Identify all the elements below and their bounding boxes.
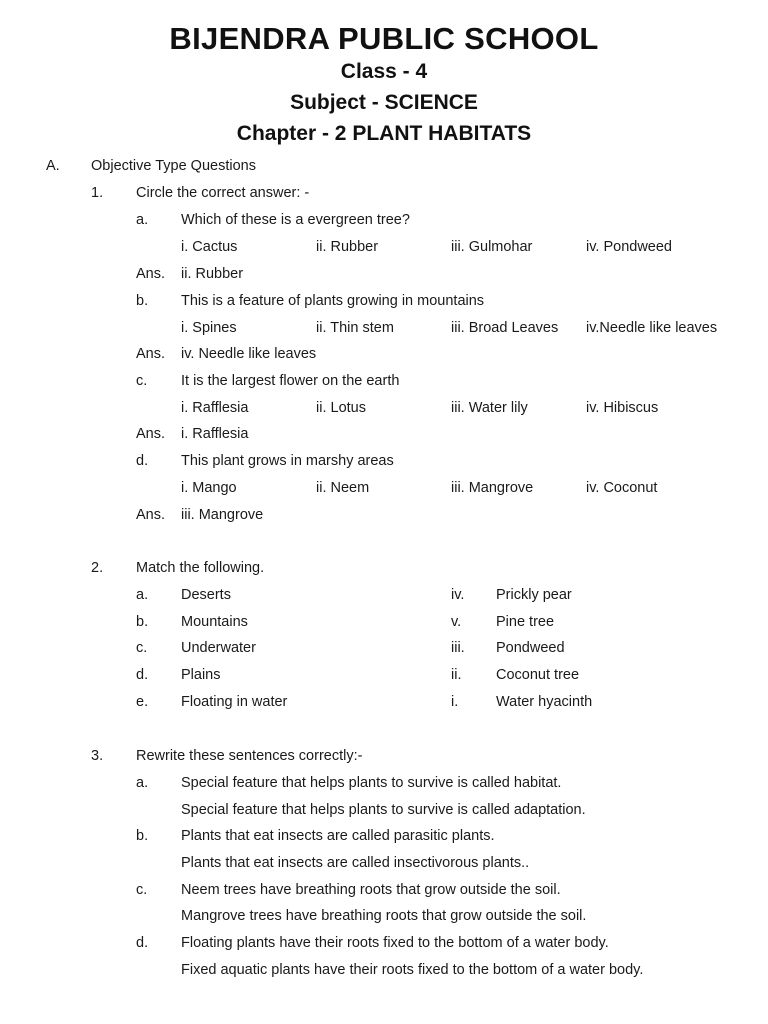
item-letter: a. bbox=[136, 775, 149, 791]
corrected-sentence: Mangrove trees have breathing roots that grow outside the soil. bbox=[181, 908, 587, 924]
match-left: Floating in water bbox=[181, 694, 288, 710]
mcq-option: ii. Rubber bbox=[316, 239, 379, 255]
answer-text: i. Rafflesia bbox=[181, 426, 249, 442]
subject-label: Subject - SCIENCE bbox=[290, 91, 478, 114]
answer-label: Ans. bbox=[136, 426, 166, 442]
answer-label: Ans. bbox=[136, 346, 166, 362]
mcq-option: i. Mango bbox=[181, 480, 237, 496]
wrong-sentence: Neem trees have breathing roots that grow outside the soil. bbox=[181, 882, 561, 898]
item-letter: c. bbox=[136, 882, 148, 898]
wrong-sentence: Special feature that helps plants to survive is called habitat. bbox=[181, 775, 562, 791]
corrected-sentence: Special feature that helps plants to survive is called adaptation. bbox=[181, 802, 586, 818]
question-title: Circle the correct answer: - bbox=[136, 185, 310, 201]
section-title: Objective Type Questions bbox=[91, 158, 256, 174]
mcq-option: i. Rafflesia bbox=[181, 400, 249, 416]
match-left: Plains bbox=[181, 667, 221, 683]
section-marker: A. bbox=[46, 158, 60, 174]
mcq-question: This is a feature of plants growing in mountains bbox=[181, 293, 485, 309]
school-name: BIJENDRA PUBLIC SCHOOL bbox=[169, 21, 599, 56]
item-letter: b. bbox=[136, 293, 149, 309]
mcq-option: iii. Broad Leaves bbox=[451, 320, 559, 336]
item-letter: b. bbox=[136, 614, 149, 630]
wrong-sentence: Floating plants have their roots fixed to the bottom of a water body. bbox=[181, 935, 609, 951]
question-number: 3. bbox=[91, 748, 104, 764]
mcq-option: iv. Coconut bbox=[586, 480, 658, 496]
wrong-sentence: Plants that eat insects are called parasitic plants. bbox=[181, 828, 495, 844]
match-numeral: i. bbox=[451, 694, 459, 710]
mcq-option: iv.Needle like leaves bbox=[586, 320, 718, 336]
chapter-title: Chapter - 2 PLANT HABITATS bbox=[236, 122, 532, 145]
item-letter: c. bbox=[136, 373, 148, 389]
class-label: Class - 4 bbox=[340, 60, 428, 83]
mcq-option: iv. Pondweed bbox=[586, 239, 672, 255]
match-right: Water hyacinth bbox=[496, 694, 593, 710]
item-letter: b. bbox=[136, 828, 149, 844]
item-letter: d. bbox=[136, 453, 149, 469]
question-title: Rewrite these sentences correctly:- bbox=[136, 748, 363, 764]
mcq-question: This plant grows in marshy areas bbox=[181, 453, 394, 469]
mcq-option: i. Cactus bbox=[181, 239, 238, 255]
mcq-option: iii. Water lily bbox=[451, 400, 528, 416]
answer-text: iv. Needle like leaves bbox=[181, 346, 317, 362]
mcq-option: ii. Lotus bbox=[316, 400, 366, 416]
mcq-question: Which of these is a evergreen tree? bbox=[181, 212, 410, 228]
match-left: Deserts bbox=[181, 587, 231, 603]
mcq-option: iii. Mangrove bbox=[451, 480, 534, 496]
match-numeral: iii. bbox=[451, 640, 465, 656]
corrected-sentence: Plants that eat insects are called insectivorous plants.. bbox=[181, 855, 530, 871]
item-letter: a. bbox=[136, 212, 149, 228]
match-left: Underwater bbox=[181, 640, 256, 656]
match-right: Coconut tree bbox=[496, 667, 580, 683]
match-numeral: iv. bbox=[451, 587, 465, 603]
item-letter: e. bbox=[136, 694, 149, 710]
match-right: Pondweed bbox=[496, 640, 565, 656]
match-left: Mountains bbox=[181, 614, 248, 630]
match-right: Prickly pear bbox=[496, 587, 572, 603]
item-letter: d. bbox=[136, 935, 149, 951]
item-letter: a. bbox=[136, 587, 149, 603]
mcq-option: iv. Hibiscus bbox=[586, 400, 659, 416]
match-numeral: ii. bbox=[451, 667, 462, 683]
mcq-option: iii. Gulmohar bbox=[451, 239, 533, 255]
mcq-option: ii. Thin stem bbox=[316, 320, 394, 336]
mcq-option: i. Spines bbox=[181, 320, 237, 336]
answer-label: Ans. bbox=[136, 507, 166, 523]
mcq-option: ii. Neem bbox=[316, 480, 370, 496]
corrected-sentence: Fixed aquatic plants have their roots fixed to the bottom of a water body. bbox=[181, 962, 644, 978]
item-letter: d. bbox=[136, 667, 149, 683]
match-right: Pine tree bbox=[496, 614, 555, 630]
question-number: 2. bbox=[91, 560, 104, 576]
question-title: Match the following. bbox=[136, 560, 265, 576]
answer-text: iii. Mangrove bbox=[181, 507, 264, 523]
question-number: 1. bbox=[91, 185, 104, 201]
item-letter: c. bbox=[136, 640, 148, 656]
answer-text: ii. Rubber bbox=[181, 266, 244, 282]
match-numeral: v. bbox=[451, 614, 462, 630]
answer-label: Ans. bbox=[136, 266, 166, 282]
mcq-question: It is the largest flower on the earth bbox=[181, 373, 400, 389]
